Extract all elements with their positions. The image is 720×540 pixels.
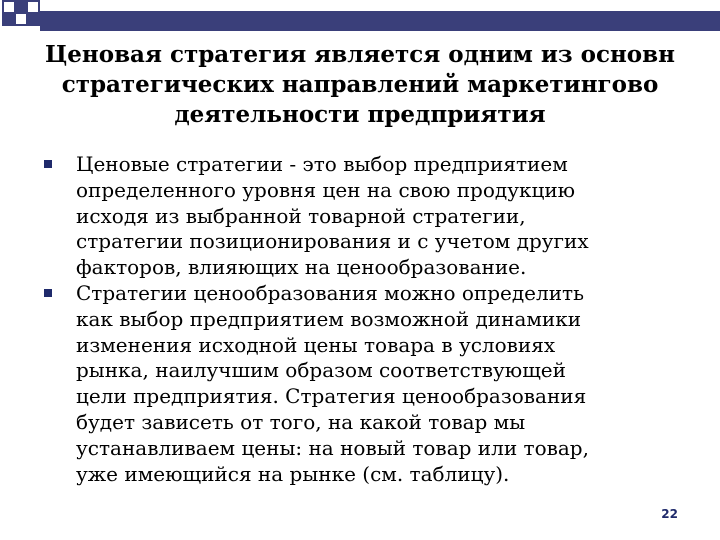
bullet-item: [40, 281, 710, 487]
slide-title: [0, 40, 720, 130]
bullet-line: исходя из выбранной товарной стратегии,: [76, 203, 526, 228]
bullet-line: как выбор предприятием возможной динамики: [76, 306, 582, 331]
bullet-line: стратегии позиционирования и с учетом других: [76, 229, 589, 254]
title-line: Ценовая стратегия является одним из основн: [45, 41, 675, 68]
bullet-line: будет зависеть от того, на какой товар мы: [76, 409, 526, 434]
bullet-line: цели предприятия. Стратегия ценообразования: [76, 384, 587, 409]
bullet-line: Стратегии ценообразования можно определить: [76, 280, 585, 305]
bullet-line: изменения исходной цены товара в условиях: [76, 332, 556, 357]
bullet-item: [40, 152, 710, 281]
bullet-line: Ценовые стратегии - это выбор предприятием: [76, 152, 568, 176]
page-number: 22: [661, 507, 678, 521]
bullet-square-icon: [44, 160, 52, 168]
bullet-list: [40, 152, 710, 487]
bullet-line: определенного уровня цен на свою продукцию: [76, 177, 576, 202]
decorative-square: [26, 12, 40, 26]
bullet-square-icon: [44, 289, 52, 297]
header-decoration: [0, 0, 720, 36]
title-line: стратегических направлений маркетингово: [61, 71, 659, 98]
bullet-line: факторов, влияющих на ценообразование.: [76, 255, 527, 280]
bullet-line: устанавливаем цены: на новый товар или товар,: [76, 435, 589, 460]
bullet-line: уже имеющийся на рынке (см. таблицу).: [76, 461, 510, 486]
bullet-line: рынка, наилучшим образом соответствующей: [76, 358, 566, 383]
header-bar: [40, 11, 720, 31]
title-line: деятельности предприятия: [174, 101, 546, 128]
